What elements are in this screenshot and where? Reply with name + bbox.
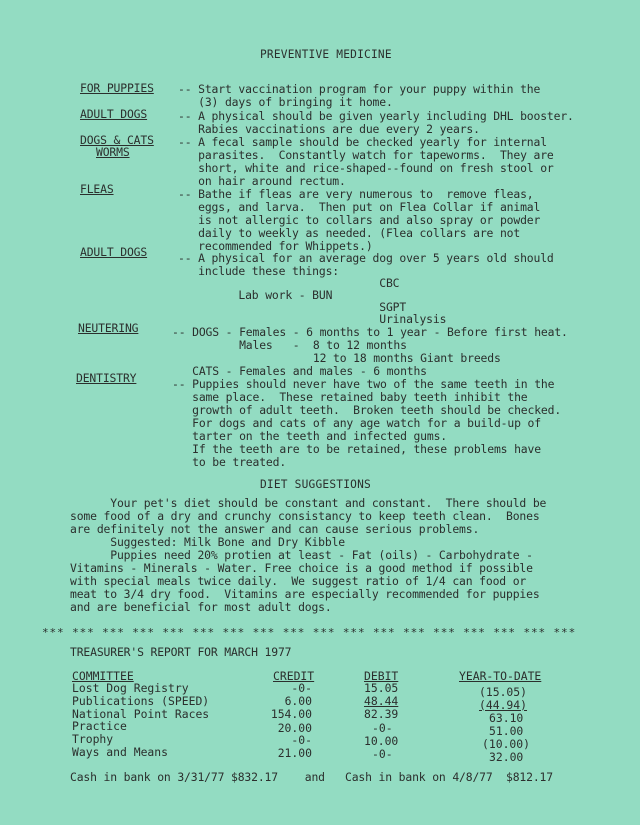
table-row-debit: 10.00 [364, 734, 399, 748]
text-line: is not allergic to collars and also spray or powder [178, 213, 541, 227]
text-line: (3) days of bringing it home. [178, 95, 393, 109]
text-line: short, white and rice-shaped--found on fresh stool or [178, 161, 554, 175]
heading-dogs-cats: DOGS & CATS [80, 133, 154, 147]
text-line: to be treated. [172, 455, 287, 469]
table-row-committee: National Point Races [72, 707, 210, 721]
text-line: 12 to 18 months Giant breeds [172, 351, 501, 365]
heading-neutering: NEUTERING [78, 321, 139, 335]
diet-line: with special meals twice daily. We suggest ratio of 1/4 can food or [70, 574, 527, 588]
table-row-ytd: (15.05) [479, 685, 528, 699]
text-line: -- A fecal sample should be checked yearly for internal [178, 135, 547, 149]
table-row-committee: Lost Dog Registry [72, 681, 189, 695]
table-row-credit: 6.00 [284, 694, 312, 708]
table-row-credit: -0- [291, 681, 312, 695]
diet-title: DIET SUGGESTIONS [260, 478, 371, 491]
text-line: For dogs and cats of any age watch for a build-up of [172, 416, 541, 430]
text-line: Males - 8 to 12 months [172, 338, 407, 352]
text-line: CBC [178, 276, 400, 290]
text-line: If the teeth are to be retained, these problems have [172, 442, 541, 456]
table-row-committee: Practice [72, 719, 127, 733]
diet-line: meat to 3/4 dry food. Vitamins are especially recommended for puppies [70, 587, 540, 601]
text-line: eggs, and larva. Then put on Flea Collar if animal [178, 200, 541, 214]
separator: *** *** *** *** *** *** *** *** *** *** *** *** *** *** *** *** *** *** [42, 626, 577, 639]
table-row-ytd: 32.00 [489, 750, 524, 764]
text-line: Rabies vaccinations are due every 2 years. [178, 122, 480, 136]
table-row-debit: -0- [372, 721, 393, 735]
heading-fleas: FLEAS [80, 182, 114, 196]
col-header-credit: CREDIT [273, 669, 315, 683]
text-line: parasites. Constantly watch for tapeworms. They are [178, 148, 554, 162]
text-line: -- DOGS - Females - 6 months to 1 year - Before first heat. [172, 325, 568, 339]
page-title: PREVENTIVE MEDICINE [260, 48, 392, 61]
heading-for-puppies: FOR PUPPIES [80, 81, 154, 95]
text-line: tarter on the teeth and infected gums. [172, 429, 448, 443]
diet-line: and are beneficial for most adult dogs. [70, 600, 332, 614]
diet-line: Your pet's diet should be constant and constant. There should be [70, 496, 547, 510]
text-line: include these things: [178, 264, 339, 278]
table-row-credit: 154.00 [270, 707, 312, 721]
text-line: SGPT [178, 300, 407, 314]
heading-dentistry: DENTISTRY [76, 371, 137, 385]
text-line: -- Puppies should never have two of the same teeth in the [172, 377, 555, 391]
table-row-committee: Ways and Means [72, 745, 169, 759]
text-line: same place. These retained baby teeth inhibit the [172, 390, 528, 404]
diet-line: Vitamins - Minerals - Water. Free choice is a good method if possible [70, 561, 533, 575]
diet-line: are definitely not the answer and can cause serious problems. [70, 522, 480, 536]
table-row-committee: Publications (SPEED) [72, 694, 210, 708]
text-line: CATS - Females and males - 6 months [172, 364, 427, 378]
table-row-debit: 48.44 [364, 694, 399, 708]
table-row-debit: 82.39 [364, 707, 399, 721]
text-line: Urinalysis [178, 312, 447, 326]
heading-adult-dogs: ADULT DOGS [80, 107, 148, 121]
col-header-committee: COMMITTEE [72, 669, 134, 683]
text-line: -- Start vaccination program for your puppy within the [178, 82, 541, 96]
col-header-debit: DEBIT [364, 669, 399, 683]
table-row-ytd: (10.00) [482, 737, 531, 751]
text-line: on hair around rectum. [178, 174, 346, 188]
table-row-credit: 21.00 [277, 746, 312, 760]
heading-worms: WORMS [96, 145, 130, 159]
diet-line: Puppies need 20% protien at least - Fat (oils) - Carbohydrate - [70, 548, 533, 562]
table-row-ytd: 63.10 [489, 711, 524, 725]
table-row-debit: -0- [372, 747, 393, 761]
text-line: -- A physical should be given yearly including DHL booster. [178, 109, 574, 123]
text-line: daily to weekly as needed. (Flea collars are not [178, 226, 521, 240]
treasurer-title: TREASURER'S REPORT FOR MARCH 1977 [70, 645, 292, 659]
cash-in-bank-footer: Cash in bank on 3/31/77 $832.17 and Cash in bank on 4/8/77 $812.17 [70, 770, 553, 784]
diet-line: Suggested: Milk Bone and Dry Kibble [70, 535, 346, 549]
text-line: growth of adult teeth. Broken teeth should be checked. [172, 403, 562, 417]
table-row-committee: Trophy [72, 732, 114, 746]
table-row-ytd: (44.94) [479, 698, 528, 712]
table-row-ytd: 51.00 [489, 724, 524, 738]
table-row-credit: -0- [291, 733, 312, 747]
table-row-debit: 15.05 [364, 681, 399, 695]
diet-line: some food of a dry and crunchy consistancy to keep teeth clean. Bones [70, 509, 540, 523]
table-row-credit: 20.00 [277, 721, 312, 735]
heading-adult-dogs-2: ADULT DOGS [80, 245, 148, 259]
text-line: -- A physical for an average dog over 5 years old should [178, 251, 554, 265]
text-line: -- Bathe if fleas are very numerous to remove fleas, [178, 187, 534, 201]
text-line: Lab work - BUN [178, 288, 333, 302]
text-line: recommended for Whippets.) [178, 239, 373, 253]
col-header-ytd: YEAR-TO-DATE [459, 669, 542, 683]
